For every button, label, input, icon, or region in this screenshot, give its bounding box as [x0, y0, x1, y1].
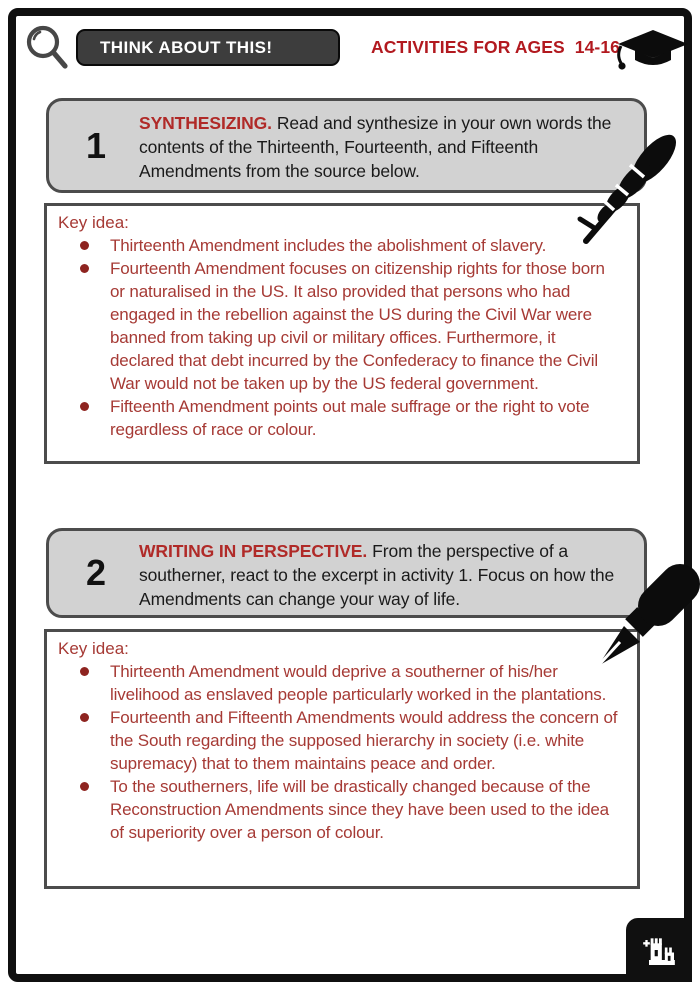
castle-icon	[638, 930, 680, 970]
castle-badge	[626, 918, 692, 982]
activity-1-instructions: Read and synthesize in your own words the contents of the Thirteenth, Fourteenth, and Fifteenth Amendments from the source below.	[139, 113, 612, 181]
marker-pen-icon	[586, 558, 700, 680]
key-idea-bullet: Fourteenth and Fifteenth Amendments would address the concern of the South regarding the supposed hierarchy in society (i.e. white supremacy) that to them maintains peace and order.	[74, 706, 623, 775]
key-idea-bullet: Thirteenth Amendment includes the abolishment of slavery.	[74, 234, 623, 257]
activity-1-box	[46, 98, 647, 193]
key-idea-label: Key idea:	[58, 639, 129, 658]
key-idea-bullet: Fourteenth Amendment focuses on citizenship rights for those born or naturalised in the US. It also provided that persons who had engaged in the rebellion against the US during the Civil War were banned from taking up civil or military offices. Furthermore, it declared that debt incurred by the Confederacy to finance the Civil War would not be taken up by the US federal government.	[74, 257, 623, 395]
key-idea-label: Key idea:	[58, 213, 129, 232]
key-idea-list-2	[58, 660, 623, 844]
activity-2-box	[46, 528, 647, 618]
key-idea-box-2	[44, 629, 640, 889]
key-idea-box-1	[44, 203, 640, 464]
graduation-cap-icon	[614, 22, 690, 80]
key-idea-bullet: Thirteenth Amendment would deprive a southerner of his/her livelihood as enslaved people particularly worked in the plantations.	[74, 660, 623, 706]
feather-quill-icon	[570, 131, 694, 255]
key-idea-bullet: To the southerners, life will be drastically changed because of the Reconstruction Amendments since they have been used to the idea of superiority over a person of colour.	[74, 775, 623, 844]
activity-1-heading: SYNTHESIZING.	[139, 113, 272, 133]
activities-for-ages-label: ACTIVITIES FOR AGES 14-16	[371, 37, 620, 57]
magnifier-icon	[23, 22, 71, 72]
activity-1-text	[139, 111, 625, 183]
activity-2-instructions: From the perspective of a southerner, react to the excerpt in activity 1. Focus on how the Amendments can change your way of life.	[139, 541, 615, 609]
key-idea-list-1	[58, 234, 623, 441]
activity-2-heading: WRITING IN PERSPECTIVE.	[139, 541, 368, 561]
activity-1-number: 1	[85, 124, 107, 166]
think-about-this-badge	[76, 29, 340, 66]
key-idea-bullet: Fifteenth Amendment points out male suffrage or the right to vote regardless of race or colour.	[74, 395, 623, 441]
activity-2-number: 2	[85, 552, 107, 593]
think-about-this-label: THINK ABOUT THIS!	[100, 37, 273, 57]
activity-2-text	[139, 539, 625, 611]
